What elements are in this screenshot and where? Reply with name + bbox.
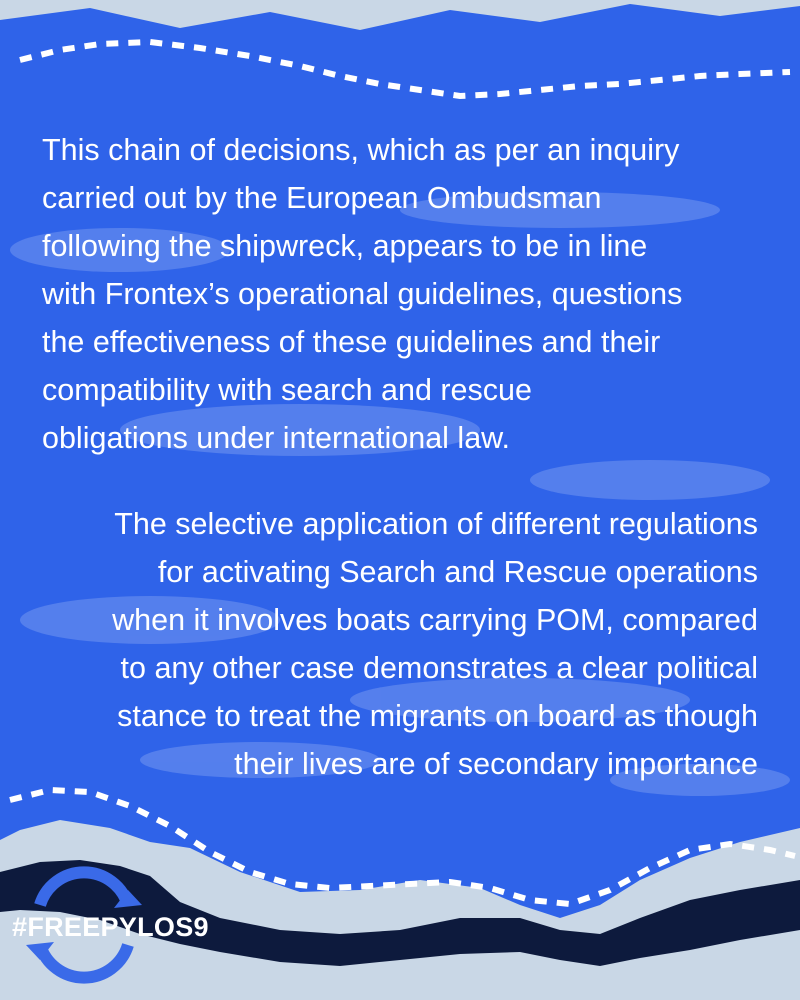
text-line: for activating Search and Rescue operations (157, 555, 758, 589)
text-line: with Frontex’s operational guidelines, questions (42, 277, 683, 311)
text-line: to any other case demonstrates a clear political (120, 651, 758, 685)
paragraph-frontex-guidelines (42, 126, 758, 462)
text-line: following the shipwreck, appears to be in line (42, 229, 648, 263)
text-line: The selective application of different regulations (114, 507, 758, 541)
text-line: carried out by the European Ombudsman (42, 181, 602, 215)
paragraph-selective-application (42, 500, 758, 788)
text-line: stance to treat the migrants on board as though (117, 699, 758, 733)
hashtag-text: #FREEPYLOS9 (12, 912, 209, 942)
text-line: their lives are of secondary importance (234, 747, 758, 781)
text-line: obligations under international law. (42, 421, 510, 455)
text-line: This chain of decisions, which as per an inquiry (42, 133, 680, 167)
text-line: compatibility with search and rescue (42, 373, 532, 407)
freepylos9-logo (10, 900, 209, 950)
text-line: when it involves boats carrying POM, compared (112, 603, 758, 637)
text-line: the effectiveness of these guidelines and their (42, 325, 661, 359)
